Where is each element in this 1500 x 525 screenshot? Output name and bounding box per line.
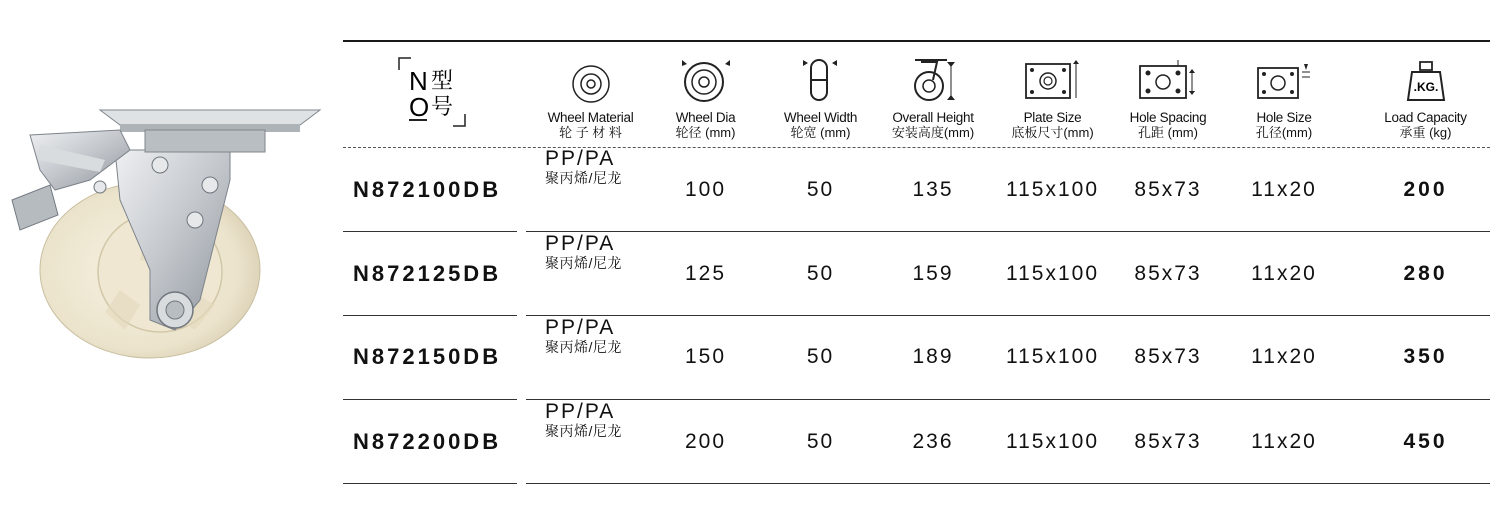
row-divider (526, 399, 1490, 400)
header-hole-spacing (1113, 48, 1223, 144)
material-zh: 聚丙烯/尼龙 (545, 423, 622, 439)
overall-height-cell: 135 (912, 178, 954, 201)
header-wheel-material (533, 48, 648, 144)
caster-product-photo (0, 90, 330, 360)
header-en: Wheel Material (547, 110, 634, 125)
row-divider (526, 315, 1490, 316)
row-divider (526, 483, 1490, 484)
model-number-logo (397, 56, 467, 128)
model-cell: N872125DB (353, 261, 502, 286)
model-logo-xing: 型 (431, 69, 454, 94)
hole-spacing-cell: 85x73 (1134, 178, 1202, 201)
load-icon-text: .KG. (1413, 80, 1438, 94)
material-cell (533, 317, 653, 397)
header-en: Hole Spacing (1129, 110, 1207, 125)
material-zh: 聚丙烯/尼龙 (545, 339, 622, 355)
header-overall-height (878, 48, 988, 144)
wheel-dia-cell: 200 (684, 430, 727, 453)
header-en: Plate Size (1023, 110, 1082, 125)
wheel-width-icon (801, 54, 841, 104)
hole-size-cell: 11x20 (1251, 345, 1317, 368)
header-load-capacity (1363, 48, 1488, 144)
material-zh: 聚丙烯/尼龙 (545, 170, 622, 186)
material-cell (533, 233, 653, 315)
wheel-dia-cell: 150 (684, 345, 727, 368)
header-wheel-dia (648, 48, 763, 144)
header-en: Wheel Width (783, 110, 858, 125)
header-zh: 轮宽 (mm) (790, 125, 851, 140)
wheel-width-cell: 50 (806, 430, 835, 453)
table-row (343, 148, 1490, 232)
plate-size-icon (1022, 58, 1084, 104)
hole-size-icon (1254, 60, 1314, 104)
header-zh: 底板尺寸(mm) (1011, 125, 1094, 140)
plate-size-cell: 115x100 (1005, 262, 1100, 285)
overall-height-cell: 236 (912, 430, 954, 453)
load-capacity-cell: 450 (1403, 430, 1448, 453)
header-en: Overall Height (892, 110, 974, 125)
header-en: Load Capacity (1384, 110, 1467, 125)
hole-size-cell: 11x20 (1251, 178, 1317, 201)
header-en: Wheel Dia (675, 110, 736, 125)
spec-table (343, 40, 1490, 485)
wheel-dia-cell: 100 (684, 178, 727, 201)
header-zh: 孔距 (mm) (1138, 125, 1198, 140)
model-cell: N872200DB (353, 429, 502, 454)
hole-size-cell: 11x20 (1251, 430, 1317, 453)
header-wheel-width (763, 48, 878, 144)
material-en: PP/PA (545, 232, 616, 255)
table-header (343, 40, 1490, 147)
model-cell: N872100DB (353, 177, 502, 202)
overall-height-cell: 189 (912, 345, 954, 368)
row-divider (343, 231, 517, 232)
row-divider (343, 399, 517, 400)
table-row (343, 401, 1490, 483)
overall-height-icon (907, 54, 959, 104)
model-logo-hao: 号 (431, 95, 454, 120)
table-row (343, 233, 1490, 315)
header-plate-size (995, 48, 1110, 144)
header-zh: 轮 子 材 料 (559, 125, 622, 140)
hole-spacing-cell: 85x73 (1134, 262, 1202, 285)
load-capacity-cell: 280 (1403, 262, 1448, 285)
model-logo-o: O (409, 92, 430, 122)
hole-spacing-cell: 85x73 (1134, 430, 1202, 453)
plate-size-cell: 115x100 (1005, 178, 1100, 201)
model-cell: N872150DB (353, 344, 502, 369)
material-en: PP/PA (545, 316, 616, 339)
wheel-dia-cell: 125 (684, 262, 727, 285)
material-zh: 聚丙烯/尼龙 (545, 255, 622, 271)
header-zh: 轮径 (mm) (675, 125, 736, 140)
model-logo-n: N (409, 66, 428, 96)
header-zh: 孔径(mm) (1255, 125, 1313, 140)
row-divider (343, 483, 517, 484)
wheel-width-cell: 50 (806, 262, 835, 285)
hole-size-cell: 11x20 (1251, 262, 1317, 285)
load-capacity-cell: 350 (1403, 345, 1448, 368)
plate-size-cell: 115x100 (1005, 345, 1100, 368)
wheel-width-cell: 50 (806, 345, 835, 368)
load-capacity-cell: 200 (1403, 178, 1448, 201)
material-en: PP/PA (545, 147, 616, 170)
plate-size-cell: 115x100 (1005, 430, 1100, 453)
wheel-diameter-icon (678, 56, 734, 104)
header-zh: 承重 (kg) (1399, 125, 1452, 140)
wheel-material-icon (571, 64, 611, 104)
material-cell (533, 148, 653, 232)
material-cell (533, 401, 653, 483)
hole-spacing-icon (1136, 58, 1200, 104)
row-divider (343, 315, 517, 316)
header-en: Hole Size (1256, 110, 1312, 125)
load-capacity-icon (1404, 58, 1448, 104)
header-hole-size (1228, 48, 1340, 144)
header-zh: 安装高度(mm) (891, 125, 975, 140)
wheel-width-cell: 50 (806, 178, 835, 201)
table-row (343, 317, 1490, 397)
overall-height-cell: 159 (912, 262, 954, 285)
hole-spacing-cell: 85x73 (1134, 345, 1202, 368)
row-divider (526, 231, 1490, 232)
material-en: PP/PA (545, 400, 616, 423)
